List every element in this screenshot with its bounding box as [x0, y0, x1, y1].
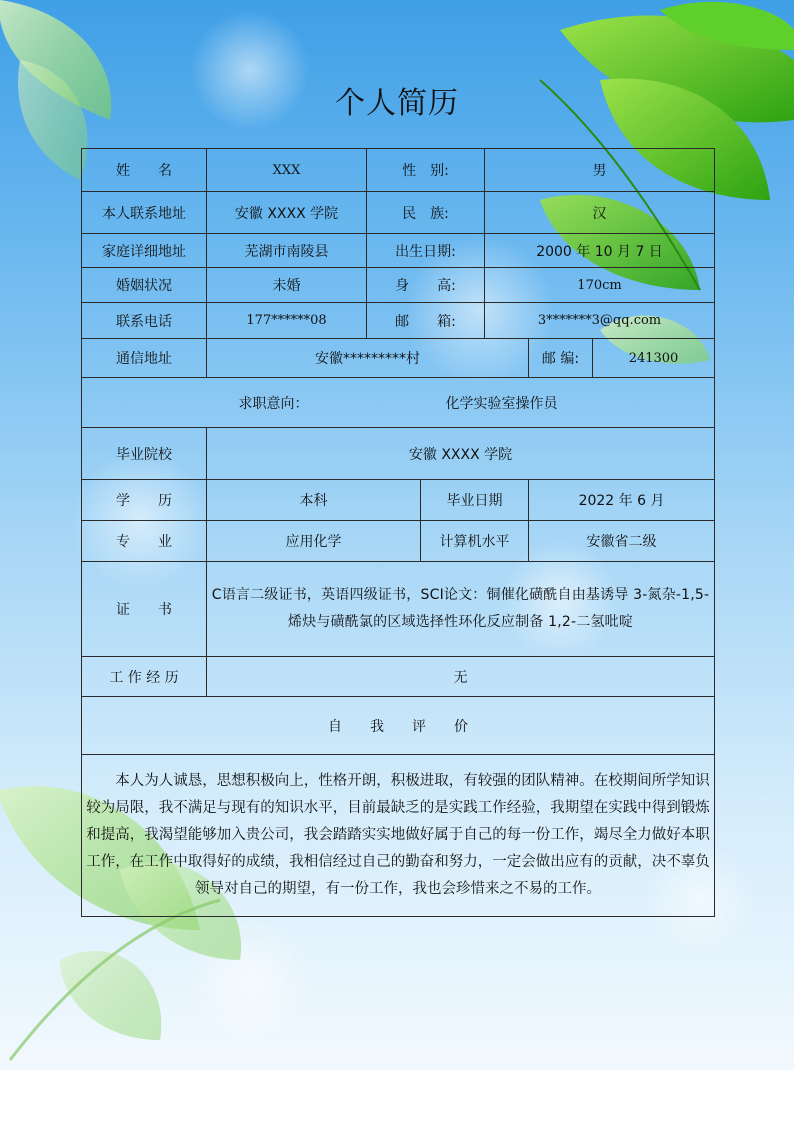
row-school — [82, 428, 715, 480]
row-job-intent — [82, 378, 715, 428]
row-major — [82, 521, 715, 562]
school-label: 毕业院校 — [82, 428, 207, 480]
job-intent-value: 化学实验室操作员 — [445, 395, 558, 412]
phone-value: 177******08 — [207, 303, 367, 339]
marital-value: 未婚 — [207, 268, 367, 303]
computer-label: 计算机水平 — [421, 521, 529, 562]
major-value: 应用化学 — [207, 521, 421, 562]
row-certificates — [82, 562, 715, 657]
birth-value: 2000 年 10 月 7 日 — [485, 234, 715, 268]
self-eval-text: 本人为人诚恳，思想积极向上，性格开朗，积极进取，有较强的团队精神。在校期间所学知识较为局限，我不满足与现有的知识水平，目前最缺乏的是实践工作经验，我期望在实践中得到锻炼和提高，我渴望能够加入贵公司，我会踏踏实实地做好属于自己的每一份工作，竭尽全力做好本职工作，在工作中取得好的成绩，我相信经过自己的勤奋和努力，一定会做出应有的贡献，决不辜负领导对自己的期望，有一份工作，我也会珍惜来之不易的工作。 — [82, 755, 715, 917]
job-intent-label: 求职意向： — [238, 395, 309, 412]
row-self-eval-body — [82, 755, 715, 917]
marital-label: 婚姻状况 — [82, 268, 207, 303]
row-home-address — [82, 234, 715, 268]
education-value: 本科 — [207, 480, 421, 521]
major-label: 专 业 — [82, 521, 207, 562]
self-eval-label: 自 我 评 价 — [82, 697, 715, 755]
school-value: 安徽 XXXX 学院 — [207, 428, 715, 480]
resume-table — [81, 148, 715, 917]
computer-value: 安徽省二级 — [529, 521, 715, 562]
row-phone — [82, 303, 715, 339]
row-self-eval-header — [82, 697, 715, 755]
row-name — [82, 149, 715, 192]
height-value: 170cm — [485, 268, 715, 303]
home-address-label: 家庭详细地址 — [82, 234, 207, 268]
row-marital — [82, 268, 715, 303]
contact-address-value: 安徽 XXXX 学院 — [207, 192, 367, 234]
gender-label: 性 别: — [367, 149, 485, 192]
row-contact-address — [82, 192, 715, 234]
grad-date-label: 毕业日期 — [421, 480, 529, 521]
phone-label: 联系电话 — [82, 303, 207, 339]
cert-label: 证 书 — [82, 562, 207, 657]
row-work — [82, 657, 715, 697]
row-education — [82, 480, 715, 521]
gender-value: 男 — [485, 149, 715, 192]
postcode-value: 241300 — [593, 339, 715, 378]
mail-address-value: 安徽*********村 — [207, 339, 529, 378]
name-value: XXX — [207, 149, 367, 192]
email-value: 3*******3@qq.com — [485, 303, 715, 339]
work-label: 工 作 经 历 — [82, 657, 207, 697]
education-label: 学 历 — [82, 480, 207, 521]
ethnicity-label: 民 族: — [367, 192, 485, 234]
cert-value: C语言二级证书，英语四级证书，SCI论文：铜催化磺酰自由基诱导 3-氮杂-1,5-烯炔与磺酰氯的区域选择性环化反应制备 1,2-二氢吡啶 — [207, 562, 715, 657]
postcode-label: 邮 编: — [529, 339, 593, 378]
grad-date-value: 2022 年 6 月 — [529, 480, 715, 521]
height-label: 身 高: — [367, 268, 485, 303]
page-title: 个人简历 — [335, 86, 459, 121]
ethnicity-value: 汉 — [485, 192, 715, 234]
row-mail-address — [82, 339, 715, 378]
name-label: 姓 名 — [82, 149, 207, 192]
birth-label: 出生日期: — [367, 234, 485, 268]
mail-address-label: 通信地址 — [82, 339, 207, 378]
work-value: 无 — [207, 657, 715, 697]
home-address-value: 芜湖市南陵县 — [207, 234, 367, 268]
contact-address-label: 本人联系地址 — [82, 192, 207, 234]
email-label: 邮 箱: — [367, 303, 485, 339]
